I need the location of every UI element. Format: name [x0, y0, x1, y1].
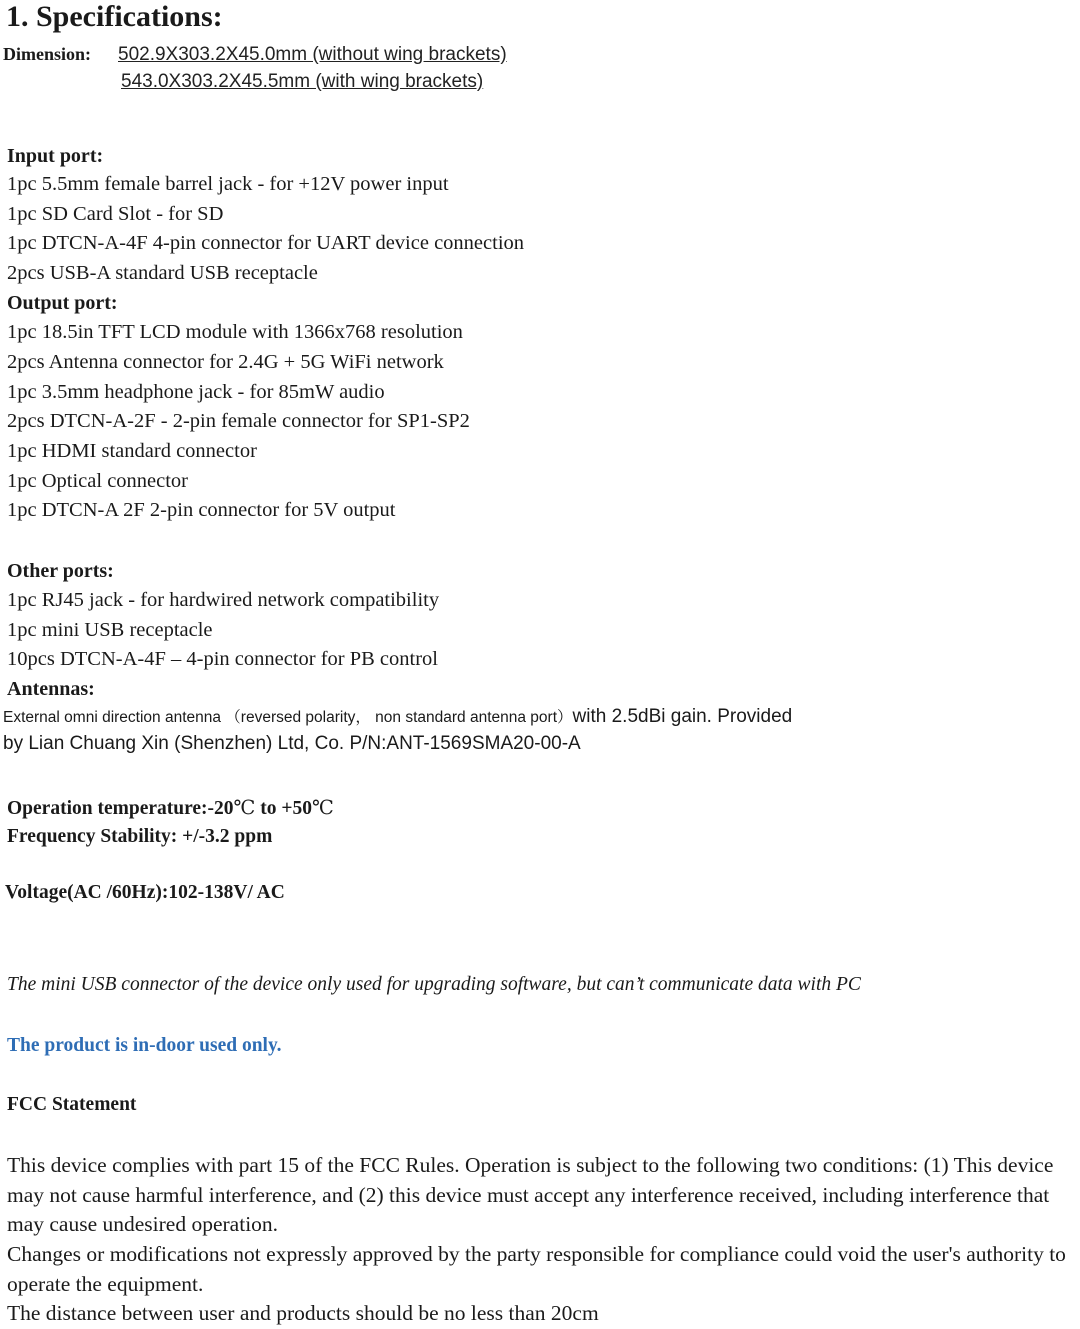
antennas-gain: with 2.5dBi gain. Provided — [572, 706, 793, 727]
page-title: 1. Specifications: — [6, 0, 223, 33]
output-port-item: 1pc HDMI standard connector — [7, 440, 257, 462]
other-ports-heading: Other ports: — [7, 560, 114, 582]
output-port-item: 1pc 3.5mm headphone jack - for 85mW audio — [7, 381, 385, 403]
dimension-value-without-brackets: 502.9X303.2X45.0mm (without wing brackets) — [118, 44, 507, 65]
output-port-heading: Output port: — [7, 292, 118, 314]
other-ports-item: 1pc RJ45 jack - for hardwired network compatibility — [7, 589, 440, 611]
dimension-label: Dimension: — [3, 44, 92, 64]
degree-celsius-symbol: ℃ — [312, 798, 334, 819]
operation-temperature-low: -20 — [207, 798, 234, 819]
output-port-item: 1pc Optical connector — [7, 470, 189, 492]
input-port-item: 1pc 5.5mm female barrel jack - for +12V power input — [7, 173, 449, 195]
operation-temperature — [7, 796, 334, 820]
output-port-item: 1pc DTCN-A 2F 2-pin connector for 5V output — [7, 499, 396, 521]
operation-temperature-label: Operation temperature: — [7, 798, 208, 819]
antennas-description: External omni direction antenna （reversed polarity， non standard antenna port） — [3, 709, 573, 726]
input-port-item: 1pc SD Card Slot - for SD — [7, 203, 224, 225]
input-port-heading: Input port: — [7, 145, 104, 167]
antennas-heading: Antennas: — [7, 678, 95, 700]
degree-celsius-symbol: ℃ — [233, 798, 256, 819]
input-port-item: 1pc DTCN-A-4F 4-pin connector for UART device connection — [7, 232, 525, 254]
fcc-paragraph-1: This device complies with part 15 of the FCC Rules. Operation is subject to the following two conditions: (1) This device may not cause harmful interference, and (2) this device must accept any interference received, including interference that may cause undesired operation. — [7, 1153, 1054, 1236]
output-port-item: 2pcs Antenna connector for 2.4G + 5G WiFi network — [7, 351, 444, 373]
operation-temperature-to: to — [255, 798, 282, 819]
frequency-stability: Frequency Stability: +/-3.2 ppm — [7, 826, 273, 847]
other-ports-item: 1pc mini USB receptacle — [7, 619, 213, 641]
fcc-paragraph-3: The distance between user and products should be no less than 20cm — [7, 1301, 599, 1325]
other-ports-item: 10pcs DTCN-A-4F – 4-pin connector for PB control — [7, 648, 439, 670]
output-port-item: 1pc 18.5in TFT LCD module with 1366x768 resolution — [7, 321, 463, 343]
operation-temperature-high: +50 — [281, 798, 312, 819]
dimension-value-with-brackets: 543.0X303.2X45.5mm (with wing brackets) — [121, 71, 484, 92]
indoor-note: The product is in-door used only. — [7, 1035, 282, 1056]
output-port-item: 2pcs DTCN-A-2F - 2-pin female connector for SP1-SP2 — [7, 410, 470, 432]
usb-note: The mini USB connector of the device only used for upgrading software, but can’t communicate data with PC — [7, 974, 861, 995]
antennas-line-2: by Lian Chuang Xin (Shenzhen) Ltd, Co. P/N:ANT-1569SMA20-00-A — [3, 733, 581, 754]
input-port-item: 2pcs USB-A standard USB receptacle — [7, 262, 318, 284]
voltage: Voltage(AC /60Hz):102-138V/ AC — [5, 882, 285, 903]
antennas-line-1 — [3, 705, 792, 728]
fcc-paragraph-2: Changes or modifications not expressly approved by the party responsible for compliance could void the user's authority to operate the equipment. — [7, 1242, 1066, 1296]
fcc-heading: FCC Statement — [7, 1094, 137, 1115]
